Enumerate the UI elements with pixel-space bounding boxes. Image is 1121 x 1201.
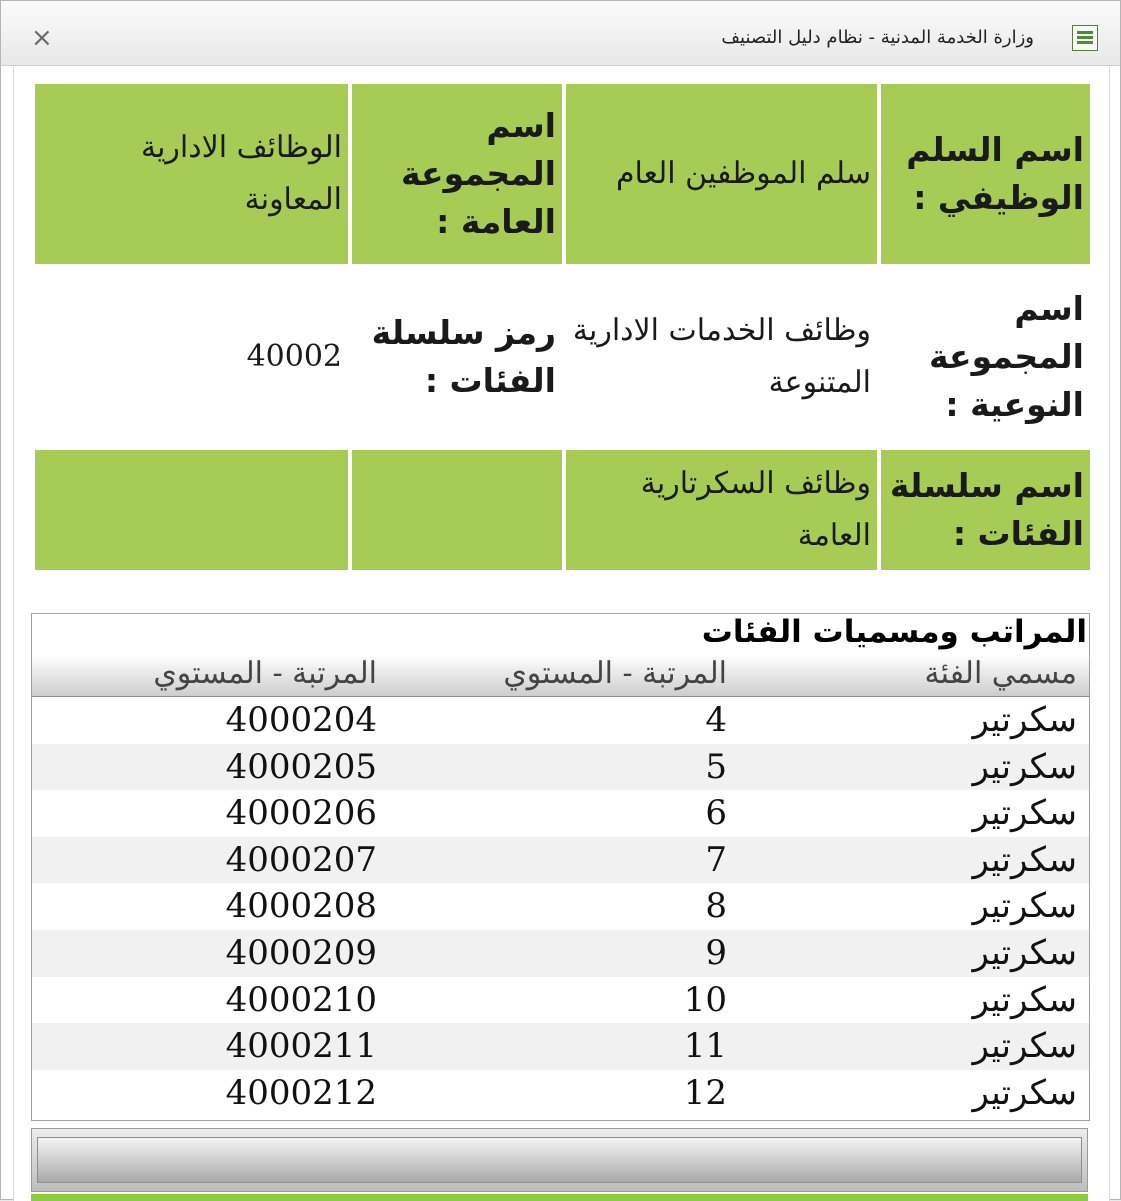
cell-level: 11 [683, 1026, 727, 1067]
table-row[interactable] [32, 883, 1089, 930]
table-row[interactable] [32, 697, 1089, 744]
cell-code: 4000211 [225, 1026, 377, 1067]
table-row[interactable] [32, 977, 1089, 1024]
info-row-scale [31, 84, 1090, 264]
cell-category-name: سكرتير [972, 746, 1077, 787]
cell-code: 4000204 [225, 700, 377, 740]
cell-category-name: سكرتير [972, 979, 1077, 1020]
content-area [13, 67, 1110, 1201]
cell-code: 4000210 [225, 979, 377, 1020]
label-series-code: رمز سلسلة الفئات : [371, 313, 556, 400]
label-general-group: اسم المجموعة العامة : [352, 84, 562, 264]
cell-level: 5 [705, 746, 727, 787]
table-body [32, 697, 1089, 1116]
label-series-name: اسم سلسلة الفئات : [881, 450, 1090, 570]
empty-cell [352, 450, 562, 570]
column-header-rank-code[interactable]: المرتبة - المستوي [153, 656, 377, 691]
ranks-table [31, 613, 1090, 1121]
table-row[interactable] [32, 1023, 1089, 1070]
cell-level: 9 [705, 932, 727, 973]
value-series-code: 40002 [246, 339, 342, 374]
title-bar [1, 1, 1120, 66]
column-header-rank-level[interactable]: المرتبة - المستوي [503, 656, 727, 691]
footer-toolbar[interactable] [31, 1128, 1088, 1192]
cell-code: 4000208 [225, 886, 377, 927]
document-list-icon [1072, 25, 1098, 51]
value-scale-name: سلم الموظفين العام [566, 84, 877, 264]
ranks-title: المراتب ومسميات الفئات [701, 614, 1087, 650]
cell-category-name: سكرتير [972, 793, 1077, 834]
table-row[interactable] [32, 790, 1089, 837]
cell-level: 6 [705, 793, 727, 834]
cell-level: 8 [705, 886, 727, 927]
close-icon[interactable]: × [31, 23, 53, 53]
label-type-group: اسم المجموعة النوعية : [929, 289, 1084, 424]
cell-category-name: سكرتير [972, 700, 1077, 740]
cell-code: 4000212 [225, 1072, 377, 1113]
cell-category-name: سكرتير [972, 839, 1077, 880]
cell-code: 4000206 [225, 793, 377, 834]
window-title: وزارة الخدمة المدنية - نظام دليل التصنيف [721, 27, 1034, 48]
cell-category-name: سكرتير [972, 1026, 1077, 1067]
table-row[interactable] [32, 1070, 1089, 1117]
cell-category-name: سكرتير [972, 886, 1077, 927]
classification-info [31, 84, 1090, 574]
value-type-group: وظائف الخدمات الادارية المتنوعة [572, 313, 871, 400]
cell-category-name: سكرتير [972, 1072, 1077, 1113]
empty-cell [35, 450, 348, 570]
footer-button-area[interactable] [37, 1137, 1082, 1183]
table-row[interactable] [32, 930, 1089, 977]
table-row[interactable] [32, 837, 1089, 884]
cell-level: 10 [683, 979, 727, 1020]
info-row-series [31, 450, 1090, 570]
label-scale-name: اسم السلم الوظيفي : [881, 84, 1090, 264]
cell-category-name: سكرتير [972, 932, 1077, 973]
column-header-category-name[interactable]: مسمي الفئة [924, 656, 1077, 691]
cell-level: 7 [705, 839, 727, 880]
value-general-group: الوظائف الادارية المعاونة [35, 84, 348, 264]
value-series-name: وظائف السكرتارية العامة [566, 450, 877, 570]
cell-level: 12 [683, 1072, 727, 1113]
cell-code: 4000209 [225, 932, 377, 973]
cell-code: 4000205 [225, 746, 377, 787]
table-row[interactable] [32, 744, 1089, 791]
cell-level: 4 [705, 700, 727, 740]
cell-code: 4000207 [225, 839, 377, 880]
info-row-type-group [31, 268, 1090, 446]
table-header [32, 656, 1089, 697]
